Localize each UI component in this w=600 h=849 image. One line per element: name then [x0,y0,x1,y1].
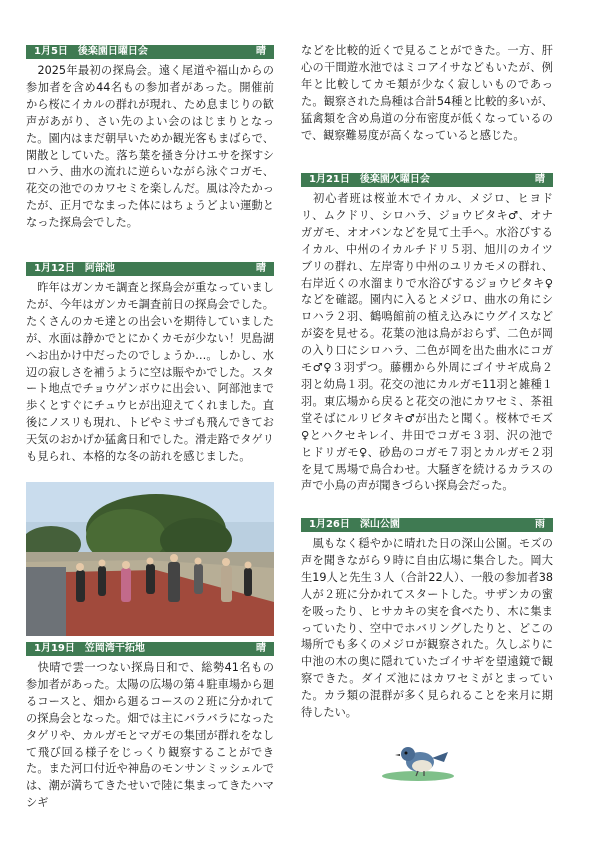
weather-label: 晴 [256,263,266,274]
bird-illustration [378,738,458,782]
section-header-jan5 [26,45,274,59]
section-body-jan12: 昨年はガンカモ調査と探鳥会が重なっていましたが、今年はガンカモ調査前日の探鳥会でした。たくさんのカモ達との出会いを期待していましたが、水面は静かでとにかくカモが少ない！児島湖へお出かけ中だったのでしょうか…。しかし、水辺の寂しさを補うように空は賑やかでした。スタート地点でチョウゲンボウに出会い、阿部池まで歩くとすぐにチュウヒが出迎えてくれました。直後にノスリも現れ、トビやミサゴも飛んできてお天気のおかげか猛禽日和でした。滑走路でタゲリも見られ、本格的な冬の訪れを感じました。 [26,281,274,464]
section-body-jan21: 初心者班は桜並木でイカル、メジロ、ヒヨドリ、ムクドリ、シロハラ、ジョウビタキ♂、オナガガモ、オオバンなどを見て土手へ。水浴びするイカル、中州のイカルチドリ５羽、旭川のカイツブリの群れ、左岸寄り中州のユリカモメの群れ、右岸近くの水溜まりで水浴びするジョウビタキ♀などを確認。園内に入るとメジロ、曲水の角にシロハラ２羽、鶴鳴館前の植え込みにウグイスなどが姿を見せる。花葉の池は鳥がおらず、二色が岡の入り口にシロハラ、二色が岡を出た曲水にコガモ♂♀３羽ずつ。藤棚から外周にゴイサギ成鳥２羽と幼鳥１羽。花交の池にカルガモ11羽と雑種１羽。東広場から戻ると花交の池にカワセミ、茶祖堂そばにルリビタキ♂が出たと聞く。桜林でモズ♀とハクセキレイ、井田でコガモ３羽、沢の池でヒドリガモ♀、砂島のコガモ７羽とカルガモ２羽を見て馬場で鳥合わせ。大騒ぎを続けるカラスの声で小鳥の声が聞きづらい探鳥会だった。 [301,192,553,493]
section-body-jan19: 快晴で雲一つない探鳥日和で、総勢41名もの参加者があった。太陽の広場の第４駐車場から廻るコースと、畑から廻るコースの２班に分かれての探鳥会となった。畑では主にバラバラになったタゲリや、カルガモとマガモの集団が群れをなして飛び回る様子をじっくり観察することができた。また河口付近や神島のモンサンミッシェルでは、潮が満ちてきたせいで陸に集まってきたハマシギ [26,661,274,810]
section-body-jan5: 2025年最初の探鳥会。遠く尾道や福山からの参加者を含め44名もの参加者があった。開催前から桜にイカルの群れが現れ、ため息まじりの歓声があがり、さい先のよい会のはじまりとなった。園内はまだ朝早いためか観光客もまばらで、閑散としていた。落ち葉を掻き分けエサを探すシロハラ、曲水の流れに逆らいながら泳ぐコガモ、花交の池でのカワセミを楽しんだ。風は冷たかったが、正月でなまった体にはちょうどよい運動となった探鳥会でした。 [26,64,274,230]
birdwatching-group-photo [26,482,274,636]
photo-illustration [26,482,274,636]
section-header-jan12 [26,262,274,276]
section-body-jan26: 風もなく穏やかに晴れた日の深山公園。モズの声を聞きながら９時に自由広場に集合した。岡大生19人と先生３人（合計22人）、一般の参加者38人が２班に分かれてスタートした。サザンカの蜜を吸ったり、ヒサカキの実を食べたり、木に集まっていたり、空中でホバリングしたりと、どこの場所でも多くのメジロが観察された。久しぶりに中池の木の奥に隠れていたゴイサギを望遠鏡で観察できた。ダイズ池にはカワセミがとまっていた。カラ類の混群が多く見られることを来月に期待したい。 [301,537,553,720]
section-title: 1月19日 笠岡湾干拓地 [34,643,145,654]
section-body-jan19-continued: などを比較的近くで見ることができた。一方、肝心の干間遊水池ではミコアイサなどもいたが、例年と比較してカモ類が少なく寂しいものであった。観察された鳥種は合計54種と比較的多いが、猛禽類を含め鳥道の分布密度が低くなっているので、観察難易度が高くなっていると感じた。 [301,44,553,142]
weather-label: 晴 [256,643,266,654]
section-header-jan26 [301,518,553,532]
section-header-jan19 [26,642,274,656]
section-title: 1月26日 深山公園 [309,519,400,530]
section-header-jan21 [301,173,553,187]
weather-label: 晴 [535,174,545,185]
weather-label: 晴 [256,46,266,57]
section-title: 1月21日 後楽園火曜日会 [309,174,430,185]
weather-label: 雨 [535,519,545,530]
section-title: 1月12日 阿部池 [34,263,115,274]
section-title: 1月5日 後楽園日曜日会 [34,46,148,57]
